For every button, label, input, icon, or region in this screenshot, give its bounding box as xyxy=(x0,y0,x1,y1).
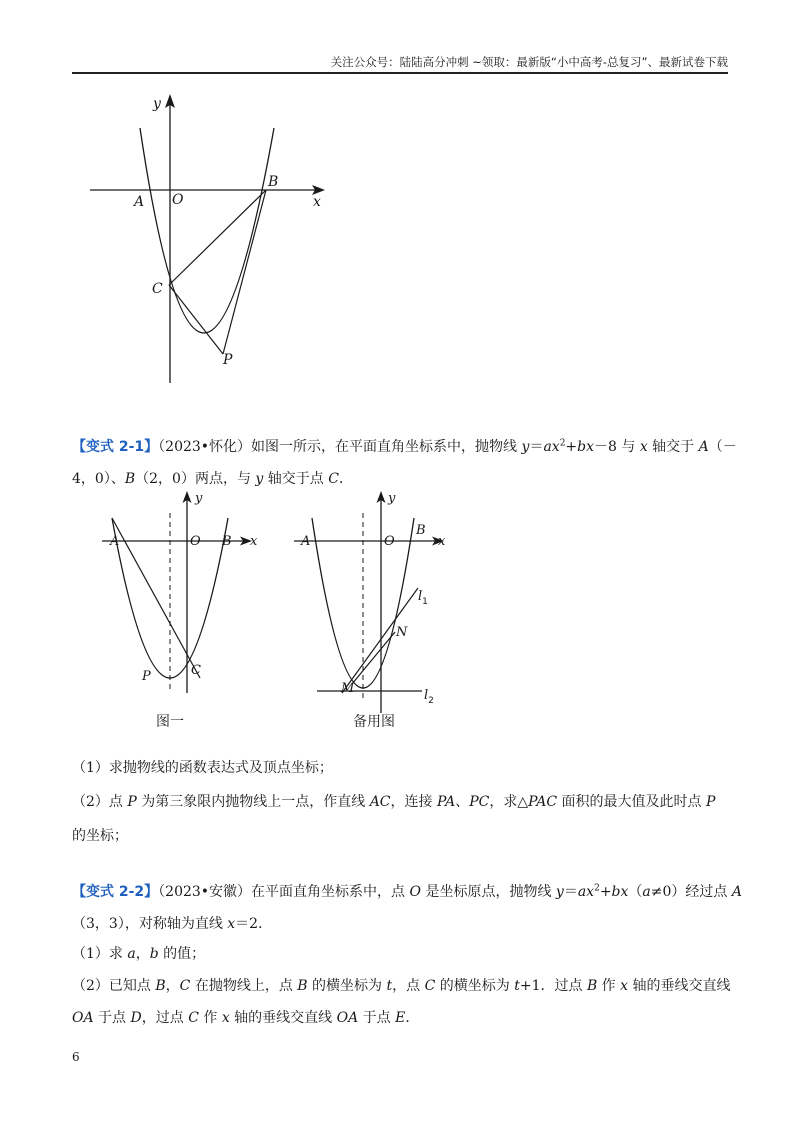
math: C xyxy=(424,978,436,994)
math: bx xyxy=(611,884,629,900)
math: x xyxy=(620,978,629,994)
text: （2023•安徽）在平面直角坐标系中，点 xyxy=(158,884,410,900)
math: t xyxy=(514,978,520,994)
text: 轴的垂线交直线 xyxy=(229,1010,337,1026)
text: 的横坐标为 xyxy=(435,978,515,994)
parabola xyxy=(140,128,274,333)
label-y: y xyxy=(388,491,396,506)
text: ＝ xyxy=(529,439,544,455)
label-b: B xyxy=(416,523,426,538)
label-p: P xyxy=(223,352,233,368)
math: x xyxy=(227,916,236,932)
problem-2-1-line-2 xyxy=(72,469,728,489)
math: x xyxy=(221,1010,230,1026)
text: +1．过点 xyxy=(519,978,587,994)
problem-2-2-line-2 xyxy=(72,914,728,934)
math: ax xyxy=(543,439,560,455)
text: 作 xyxy=(198,1010,222,1026)
math: OA xyxy=(72,1010,94,1026)
math: O xyxy=(409,884,421,900)
problem-2-2-question-2 xyxy=(72,976,731,996)
label-c: C xyxy=(152,281,163,297)
math: B xyxy=(155,978,166,994)
line-l1 xyxy=(342,588,418,693)
text: 于点 xyxy=(358,1010,396,1026)
math: A xyxy=(698,439,709,455)
math: C xyxy=(179,978,191,994)
text: ． xyxy=(405,1010,420,1026)
text: 、 xyxy=(455,794,470,810)
text: 的横坐标为 xyxy=(307,978,387,994)
label-b: B xyxy=(222,534,232,549)
math: B xyxy=(586,978,598,994)
label-x: x xyxy=(250,534,258,549)
math: y xyxy=(555,884,564,900)
label-x: x xyxy=(438,534,446,549)
text: （2023•怀化）如图一所示，在平面直角坐标系中，抛物线 xyxy=(158,439,522,455)
problem-2-1-question-1: （1）求抛物线的函数表达式及顶点坐标； xyxy=(72,760,333,776)
math: B xyxy=(297,978,308,994)
text: 轴交于 xyxy=(647,439,699,455)
text: 于点 xyxy=(93,1010,131,1026)
math: D xyxy=(130,1010,142,1026)
problem-tag: 【变式 2-2】 xyxy=(72,884,159,900)
label-c: C xyxy=(191,663,201,678)
text: 作 xyxy=(597,978,621,994)
header-rule xyxy=(72,72,728,74)
text: 的值； xyxy=(158,946,206,962)
math: bx xyxy=(577,439,595,455)
text: （－ xyxy=(708,439,737,455)
text: ． xyxy=(338,471,353,487)
caption: 图一 xyxy=(156,714,184,730)
label-p: P xyxy=(142,669,151,684)
math-sup: 2 xyxy=(594,883,600,894)
segment-bp xyxy=(223,190,266,354)
text: + xyxy=(599,884,612,900)
problem-2-2-line-1 xyxy=(72,882,742,902)
text: （2）点 xyxy=(72,794,128,810)
math: A xyxy=(731,884,742,900)
text: ，过点 xyxy=(141,1010,189,1026)
math: C xyxy=(188,1010,199,1026)
text: 面积的最大值及此时点 xyxy=(557,794,707,810)
problem-tag: 【变式 2-1】 xyxy=(72,439,159,455)
label-n: N xyxy=(396,625,408,640)
text: 4，0）、 xyxy=(72,471,125,487)
label-a: A xyxy=(134,194,145,210)
text: 是坐标原点，抛物线 xyxy=(421,884,556,900)
text: （2，0）两点，与 xyxy=(135,471,256,487)
text: ， xyxy=(165,978,180,994)
text: 在抛物线上，点 xyxy=(190,978,298,994)
label-m: M xyxy=(341,681,355,696)
label-l1: $l_1$ xyxy=(418,589,428,607)
page-header: 关注公众号：陆陆高分冲刺 ~领取：最新版“小中高考-总复习”、最新试卷下载 xyxy=(330,55,728,69)
problem-2-1-question-2 xyxy=(72,792,728,812)
text: （ xyxy=(628,884,643,900)
label-l2: $l_2$ xyxy=(424,688,434,706)
text: （2）已知点 xyxy=(72,978,156,994)
math: PAC xyxy=(528,794,558,810)
text: （1）求 xyxy=(72,946,128,962)
math: ax xyxy=(577,884,595,900)
math: P xyxy=(127,794,137,810)
problem-2-1-line-1 xyxy=(72,437,737,457)
math: C xyxy=(328,471,339,487)
problem-2-2-question-2-cont xyxy=(72,1008,728,1028)
math: OA xyxy=(336,1010,359,1026)
label-o: O xyxy=(172,192,184,208)
text: ，点 xyxy=(392,978,425,994)
label-a: A xyxy=(301,534,311,549)
text: ＝ xyxy=(563,884,578,900)
label-y: y xyxy=(195,491,203,506)
problem-2-1-question-2-cont: 的坐标； xyxy=(72,828,128,844)
math: a xyxy=(642,884,651,900)
label-o: O xyxy=(384,534,395,549)
text: －8 与 xyxy=(594,439,640,455)
math: PC xyxy=(469,794,490,810)
page-number: 6 xyxy=(72,1050,80,1064)
problem-2-2-question-1 xyxy=(72,944,728,964)
math: PA xyxy=(436,794,456,810)
caption: 备用图 xyxy=(353,714,395,730)
text: 为第三象限内抛物线上一点，作直线 xyxy=(136,794,370,810)
text: 轴的垂线交直线 xyxy=(628,978,731,994)
text: （3，3），对称轴为直线 xyxy=(72,916,228,932)
math: E xyxy=(395,1010,406,1026)
math: y xyxy=(521,439,530,455)
math: a xyxy=(127,946,136,962)
math: P xyxy=(706,794,716,810)
figure-1 xyxy=(85,88,340,388)
figure-2 xyxy=(100,488,270,736)
math-sup: 2 xyxy=(559,438,566,449)
label-y: y xyxy=(153,96,161,112)
text: 轴交于点 xyxy=(263,471,329,487)
figure-3 xyxy=(292,488,462,736)
text: + xyxy=(565,439,578,455)
text: ，求△ xyxy=(489,794,529,810)
text: ，连接 xyxy=(390,794,437,810)
label-b: B xyxy=(268,174,279,190)
label-x: x xyxy=(313,194,321,210)
math: x xyxy=(639,439,648,455)
math: b xyxy=(149,946,159,962)
segment-cp xyxy=(169,285,223,354)
label-a: A xyxy=(110,534,120,549)
math: t xyxy=(386,978,393,994)
math: y xyxy=(255,471,264,487)
text: ≠0）经过点 xyxy=(650,884,732,900)
text: ＝2． xyxy=(235,916,273,932)
label-o: O xyxy=(190,534,201,549)
math: AC xyxy=(369,794,391,810)
text: ， xyxy=(135,946,150,962)
segment-mn xyxy=(352,632,395,684)
math: B xyxy=(124,471,136,487)
